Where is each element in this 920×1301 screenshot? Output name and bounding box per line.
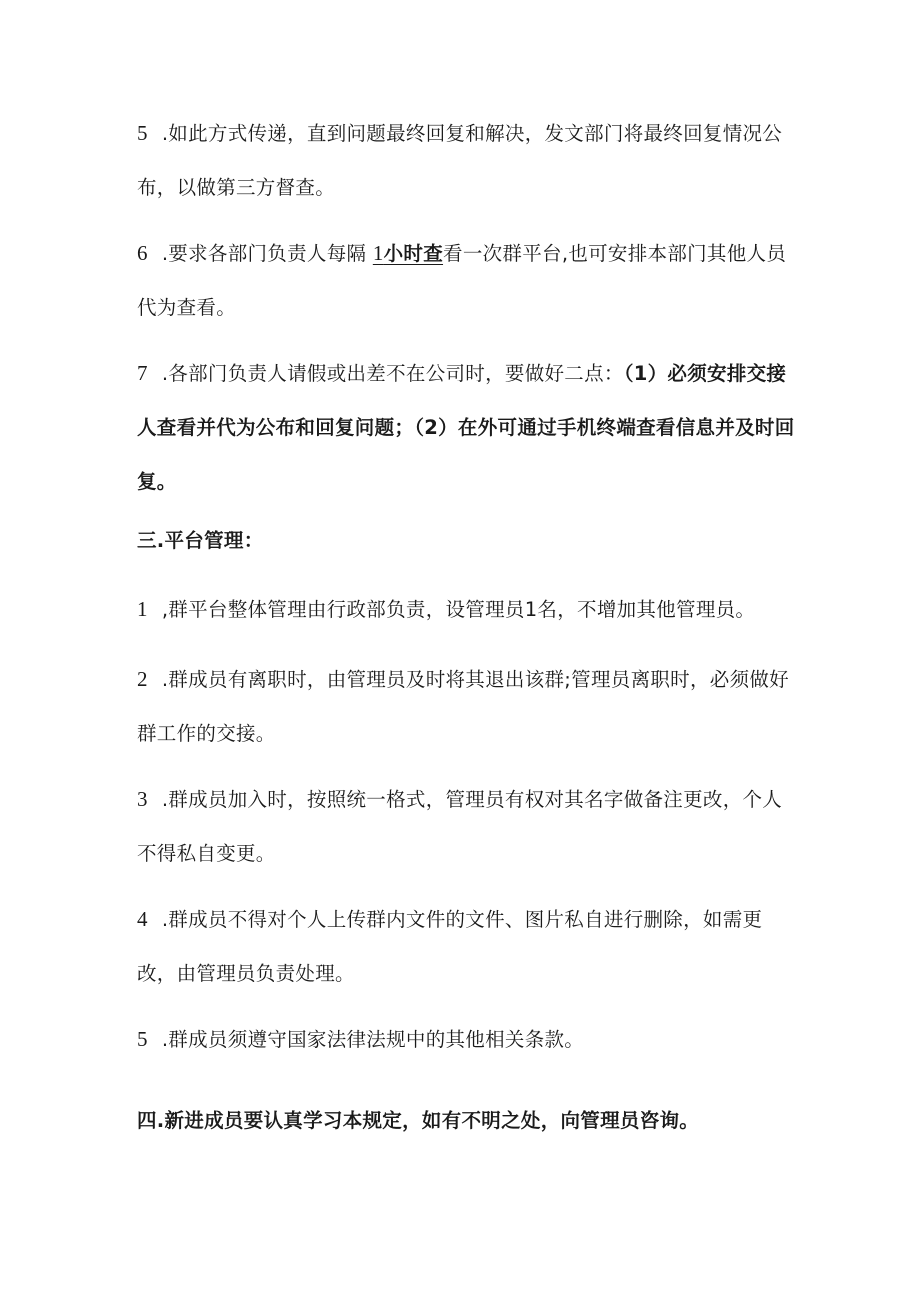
item-text: .群成员有离职时，由管理员及时将其退出该群;管理员离职时，必须做好群工作的交接。	[137, 668, 789, 745]
item-text: ,群平台整体管理由行政部负责，设管理员1名，不增加其他管理员。	[161, 598, 756, 621]
section-3-item-1	[137, 582, 797, 637]
section-3-item-3	[137, 772, 797, 881]
section-4-heading: 四.新进成员要认真学习本规定，如有不明之处，向管理员咨询。	[137, 1109, 700, 1132]
section-3-heading: 三.平台管理：	[137, 529, 264, 552]
paragraph-item-7	[137, 346, 797, 509]
item-text-pre: .要求各部门负责人每隔	[161, 242, 367, 265]
item-text-post: 看一次群平台,也可安排本部门其他人员代为查看。	[137, 242, 787, 319]
item-text: .群成员须遵守国家法律法规中的其他相关条款。	[161, 1028, 585, 1051]
item-text-pre: .各部门负责人请假或出差不在公司时，要做好二点：	[161, 362, 624, 385]
item-number: 7	[137, 361, 148, 385]
item-number: 2	[137, 667, 148, 691]
item-number: 1	[137, 597, 148, 621]
item-number: 5	[137, 121, 148, 145]
highlighted-interval	[373, 242, 443, 265]
item-text-bold: （1）必须安排交接人查看并代为公布和回复问题；（2）在外可通过手机终端查看信息并及时回复。	[137, 362, 795, 493]
interval-number: 1	[372, 241, 384, 265]
item-text: .如此方式传递，直到问题最终回复和解决，发文部门将最终回复情况公布，以做第三方督查。	[137, 122, 783, 199]
item-text: .群成员加入时，按照统一格式，管理员有权对其名字做备注更改，个人不得私自变更。	[137, 788, 783, 865]
item-number: 3	[137, 787, 148, 811]
paragraph-item-5	[137, 106, 797, 215]
section-3-item-4	[137, 892, 797, 1001]
section-3-item-5	[137, 1012, 797, 1067]
paragraph-item-6	[137, 226, 797, 335]
item-number: 6	[137, 241, 148, 265]
item-number: 4	[137, 907, 148, 931]
section-3-item-2	[137, 652, 797, 761]
item-number: 5	[137, 1027, 148, 1051]
item-text: .群成员不得对个人上传群内文件的文件、图片私自进行删除，如需更改，由管理员负责处理。	[137, 908, 763, 985]
interval-text: 小时查	[383, 242, 444, 265]
